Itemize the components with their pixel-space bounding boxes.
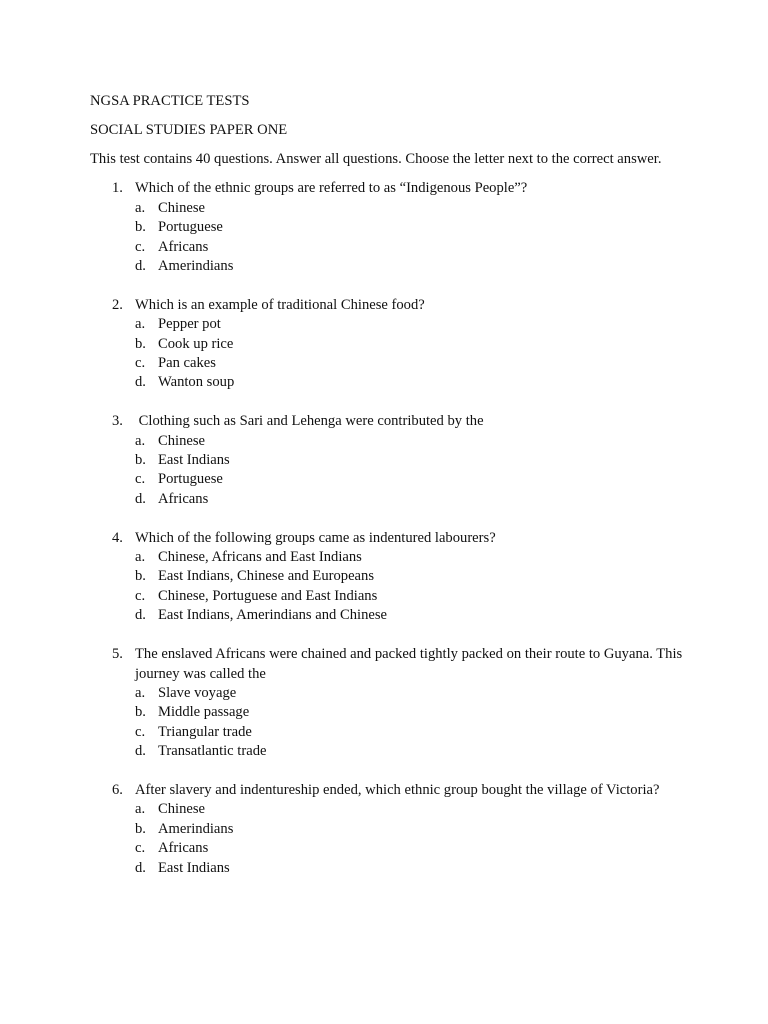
answer-options (90, 684, 690, 762)
option-text: Slave voyage (158, 684, 237, 701)
answer-option (90, 451, 690, 470)
option-letter: c. (135, 471, 146, 488)
instructions: This test contains 40 questions. Answer all questions. Choose the letter next to the correct answer. (90, 151, 662, 167)
question-item (90, 296, 690, 393)
option-text: Chinese, Africans and East Indians (158, 549, 362, 566)
option-text: Transatlantic trade (158, 743, 267, 760)
option-letter: a. (135, 684, 146, 701)
option-text: Wanton soup (158, 374, 235, 391)
option-text: Amerindians (158, 820, 234, 837)
option-text: Cook up rice (158, 335, 234, 352)
option-text: East Indians (158, 859, 230, 876)
option-letter: d. (135, 743, 146, 760)
question-stem (90, 412, 690, 431)
option-text: Africans (158, 840, 209, 857)
option-letter: a. (135, 549, 146, 566)
option-text: Portuguese (158, 471, 223, 488)
option-letter: a. (135, 199, 146, 216)
option-letter: a. (135, 432, 146, 449)
document-page (90, 92, 690, 897)
answer-options (90, 199, 690, 277)
answer-option (90, 470, 690, 489)
question-list (90, 179, 690, 878)
option-letter: d. (135, 258, 146, 275)
answer-option (90, 218, 690, 237)
question-number: 1. (112, 180, 123, 197)
document-subtitle: SOCIAL STUDIES PAPER ONE (90, 122, 288, 138)
answer-options (90, 315, 690, 393)
question-text: The enslaved Africans were chained and packed tightly packed on their route to Guyana. This journey was called the (135, 646, 686, 682)
question-stem (90, 529, 690, 548)
option-text: Africans (158, 238, 209, 255)
answer-option (90, 373, 690, 392)
option-text: Amerindians (158, 258, 234, 275)
answer-option (90, 820, 690, 839)
answer-option (90, 684, 690, 703)
answer-option (90, 199, 690, 218)
question-number: 2. (112, 296, 123, 313)
answer-option (90, 587, 690, 606)
option-letter: c. (135, 587, 146, 604)
option-text: Pan cakes (158, 355, 216, 372)
answer-option (90, 723, 690, 742)
option-letter: d. (135, 859, 146, 876)
question-stem (90, 296, 690, 315)
option-letter: a. (135, 316, 146, 333)
question-item (90, 179, 690, 276)
option-text: East Indians, Chinese and Europeans (158, 568, 375, 585)
answer-option (90, 335, 690, 354)
question-number: 5. (112, 646, 123, 663)
option-text: Chinese (158, 199, 206, 216)
option-letter: d. (135, 374, 146, 391)
option-text: East Indians (158, 452, 230, 469)
question-item (90, 645, 690, 761)
question-stem (90, 645, 690, 684)
option-letter: b. (135, 820, 146, 837)
question-item (90, 529, 690, 626)
answer-options (90, 800, 690, 878)
question-item (90, 412, 690, 509)
option-text: Chinese (158, 432, 206, 449)
option-letter: a. (135, 801, 146, 818)
option-letter: c. (135, 840, 146, 857)
option-text: Portuguese (158, 219, 223, 236)
question-text: Which of the ethnic groups are referred to as “Indigenous People”? (135, 180, 528, 197)
option-letter: c. (135, 238, 146, 255)
answer-option (90, 257, 690, 276)
answer-option (90, 354, 690, 373)
answer-option (90, 742, 690, 761)
answer-options (90, 432, 690, 510)
option-letter: b. (135, 335, 146, 352)
document-title: NGSA PRACTICE TESTS (90, 93, 250, 109)
question-number: 3. (112, 413, 123, 430)
question-number: 6. (112, 781, 123, 798)
answer-option (90, 315, 690, 334)
option-text: Triangular trade (158, 723, 252, 740)
question-item (90, 781, 690, 878)
answer-options (90, 548, 690, 626)
answer-option (90, 859, 690, 878)
option-letter: c. (135, 355, 146, 372)
answer-option (90, 567, 690, 586)
answer-option (90, 490, 690, 509)
question-text: After slavery and indentureship ended, which ethnic group bought the village of Victoria? (135, 781, 660, 798)
option-letter: d. (135, 490, 146, 507)
question-text: Clothing such as Sari and Lehenga were contributed by the (135, 413, 484, 430)
option-letter: b. (135, 219, 146, 236)
option-letter: d. (135, 607, 146, 624)
option-text: Pepper pot (158, 316, 221, 333)
option-letter: b. (135, 568, 146, 585)
option-letter: c. (135, 723, 146, 740)
answer-option (90, 703, 690, 722)
answer-option (90, 606, 690, 625)
question-stem (90, 781, 690, 800)
option-letter: b. (135, 452, 146, 469)
option-text: East Indians, Amerindians and Chinese (158, 607, 387, 624)
option-letter: b. (135, 704, 146, 721)
option-text: Chinese (158, 801, 206, 818)
option-text: Chinese, Portuguese and East Indians (158, 587, 378, 604)
question-text: Which is an example of traditional Chinese food? (135, 296, 425, 313)
question-stem (90, 179, 690, 198)
answer-option (90, 800, 690, 819)
answer-option (90, 432, 690, 451)
option-text: Africans (158, 490, 209, 507)
question-number: 4. (112, 529, 123, 546)
option-text: Middle passage (158, 704, 250, 721)
answer-option (90, 548, 690, 567)
answer-option (90, 839, 690, 858)
answer-option (90, 238, 690, 257)
question-text: Which of the following groups came as indentured labourers? (135, 529, 496, 546)
